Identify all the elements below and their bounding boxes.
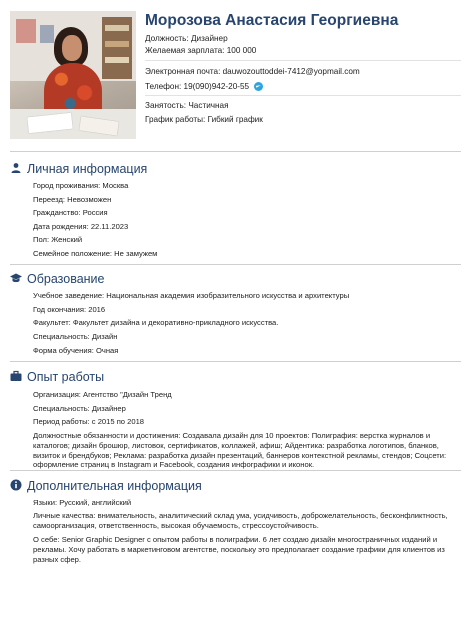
city-row — [33, 181, 128, 191]
section-divider — [10, 264, 461, 265]
qualities-row — [33, 511, 453, 531]
section-additional-title — [10, 479, 202, 493]
exp-specialty-row — [33, 404, 126, 414]
qualities-label: Личные качества: — [33, 511, 96, 520]
duties-value: Создавала дизайн для 10 проектов: Полиграфия: верстка журналов и каталогов; дизайн брошюр, листовок, сертификатов, коллажей, афиш; Айдентика: разработка логотипов, бланков, визиток и брендбуков; Реклама: разработка дизайн презентаций, баннеров контекстной рекламы, стендов; Соцсети: оформление страниц в Instagram и Facebook, создания инфографики и иконок. — [33, 431, 447, 470]
position-row — [145, 33, 228, 44]
header-divider — [145, 60, 461, 61]
graduation-label: Год окончания: — [33, 305, 87, 314]
email-value[interactable]: dauwozouttoddei-7412@yopmail.com — [222, 67, 360, 76]
faculty-row — [33, 318, 278, 328]
gender-value: Женский — [51, 235, 83, 244]
birthdate-label: Дата рождения: — [33, 222, 89, 231]
user-icon — [10, 162, 22, 174]
duties-label: Должностные обязанности и достижения: — [33, 431, 181, 440]
info-icon — [10, 479, 22, 491]
edu-specialty-row — [33, 332, 117, 342]
edu-specialty-label: Специальность: — [33, 332, 90, 341]
graduation-cap-icon — [10, 272, 22, 284]
marital-row — [33, 249, 157, 259]
citizenship-value: Россия — [82, 208, 108, 217]
gender-label: Пол: — [33, 235, 50, 244]
salary-value: 100 000 — [226, 46, 257, 55]
period-value: с 2015 по 2018 — [91, 417, 145, 426]
personal-title-text: Личная информация — [27, 162, 148, 176]
email-label: Электронная почта: — [145, 67, 221, 76]
employment-row — [145, 100, 229, 111]
email-row — [145, 66, 360, 77]
relocation-row — [33, 195, 111, 205]
salary-row — [145, 45, 256, 56]
section-divider — [10, 151, 461, 152]
period-row — [33, 417, 144, 427]
relocation-label: Переезд: — [33, 195, 66, 204]
faculty-value: Факультет дизайна и декоративно-прикладного искусства. — [72, 318, 279, 327]
section-education-title — [10, 272, 104, 286]
study-form-value: Очная — [95, 346, 119, 355]
briefcase-icon — [10, 370, 22, 382]
birthdate-value: 22.11.2023 — [90, 222, 129, 231]
exp-specialty-value: Дизайнер — [91, 404, 126, 413]
period-label: Период работы: — [33, 417, 90, 426]
section-personal-title — [10, 162, 147, 176]
position-value: Дизайнер — [191, 34, 228, 43]
education-title-text: Образование — [27, 272, 105, 286]
study-form-label: Форма обучения: — [33, 346, 94, 355]
languages-row — [33, 498, 131, 508]
citizenship-label: Гражданство: — [33, 208, 81, 217]
faculty-label: Факультет: — [33, 318, 71, 327]
relocation-value: Невозможен — [67, 195, 112, 204]
about-label: О себе: — [33, 535, 60, 544]
languages-value: Русский, английский — [59, 498, 132, 507]
schedule-value: Гибкий график — [207, 115, 263, 124]
phone-label: Телефон: — [145, 82, 182, 91]
candidate-name: Морозова Анастасия Георгиевна — [145, 12, 399, 29]
marital-value: Не замужем — [114, 249, 158, 258]
languages-label: Языки: — [33, 498, 58, 507]
birthdate-row — [33, 222, 128, 232]
about-row — [33, 535, 453, 564]
institution-value: Национальная академия изобразительного искусства и архитектуры — [106, 291, 350, 300]
study-form-row — [33, 346, 118, 356]
section-divider — [10, 361, 461, 362]
schedule-row — [145, 114, 263, 125]
employment-value: Частичная — [188, 101, 229, 110]
marital-label: Семейное положение: — [33, 249, 113, 258]
exp-specialty-label: Специальность: — [33, 404, 90, 413]
phone-row — [145, 81, 263, 92]
org-row — [33, 390, 172, 400]
phone-value[interactable]: 19(090)942-20-55 — [183, 82, 250, 91]
edu-specialty-value: Дизайн — [91, 332, 118, 341]
employment-label: Занятость: — [145, 101, 187, 110]
graduation-value: 2016 — [88, 305, 106, 314]
experience-title-text: Опыт работы — [27, 370, 105, 384]
profile-photo — [10, 11, 136, 139]
org-value: Агентство "Дизайн Тренд — [83, 390, 172, 399]
institution-row — [33, 291, 349, 301]
qualities-value: внимательность, аналитический склад ума, усидчивость, доброжелательность, бесконфликтность, самоорганизация, ответственность, высокая обучаемость, стрессоустойчивость. — [33, 511, 448, 530]
org-label: Организация: — [33, 390, 81, 399]
header-divider-2 — [145, 95, 461, 96]
duties-row — [33, 431, 453, 470]
telegram-icon[interactable] — [254, 82, 263, 91]
salary-label: Желаемая зарплата: — [145, 46, 225, 55]
institution-label: Учебное заведение: — [33, 291, 105, 300]
additional-title-text: Дополнительная информация — [27, 479, 202, 493]
city-label: Город проживания: — [33, 181, 101, 190]
schedule-label: График работы: — [145, 115, 206, 124]
citizenship-row — [33, 208, 108, 218]
city-value: Москва — [102, 181, 129, 190]
section-experience-title — [10, 370, 104, 384]
position-label: Должность: — [145, 34, 189, 43]
gender-row — [33, 235, 82, 245]
graduation-row — [33, 305, 105, 315]
section-divider — [10, 470, 461, 471]
about-value: Senior Graphic Designer с опытом работы в полиграфии. 6 лет создаю дизайн многостраничных изданий и рекламы. Хочу работать в маркетинговом агентстве, поскольку это предполагает создание графики для клиентов из разных сфер. — [33, 535, 445, 564]
